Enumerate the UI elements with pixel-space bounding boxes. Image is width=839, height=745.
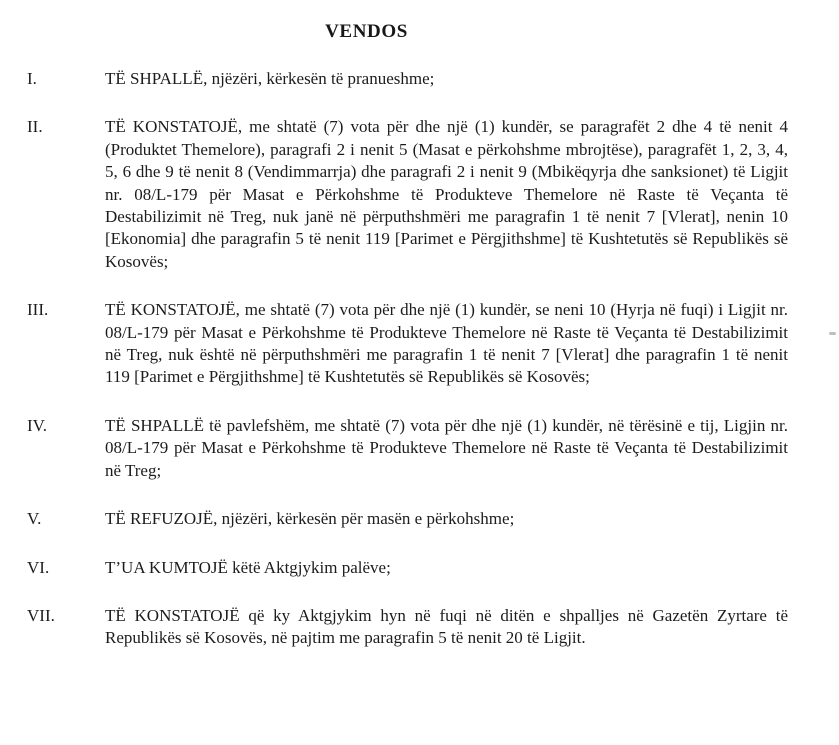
item-numeral: V. xyxy=(27,509,42,529)
item-numeral: IV. xyxy=(27,415,47,435)
item-text: TË SHPALLË të pavlefshëm, me shtatë (7) vota për dhe një (1) kundër, në tërësinë e tij, Ligjin nr. 08/L-179 për Masat e Përkohshme të Produkteve Themelore në Raste të Veçanta të Destabilizimit në Treg; xyxy=(105,415,788,480)
item-text: TË KONSTATOJË, me shtatë (7) vota për dhe një (1) kundër, se neni 10 (Hyrja në fuqi) i Ligjit nr. 08/L-179 për Masat e Përkohshme të Produkteve Themelore në Raste të Veçanta të Destabilizimit në Treg, nuk është në përputhshmëri me paragrafin 1 të nenit 7 [Vlerat] dhe paragrafin 1 të nenit 119 [Parimet e Përgjithshme] të Kushtetutës së Republikës së Kosovës; xyxy=(105,300,788,387)
item-text: TË SHPALLË, njëzëri, kërkesën të pranueshme; xyxy=(105,69,435,88)
item-numeral: II. xyxy=(27,117,43,137)
document-title: VENDOS xyxy=(325,21,408,42)
decision-item-5 xyxy=(27,508,788,530)
item-numeral: VI. xyxy=(27,557,50,577)
decision-item-2 xyxy=(27,116,788,273)
decision-item-3 xyxy=(27,299,788,389)
item-text: TË KONSTATOJË, me shtatë (7) vota për dhe një (1) kundër, se paragrafët 2 dhe 4 të nenit 4 (Produktet Themelore), paragrafi 2 i nenit 5 (Masat e përkohshme mbrojtëse), paragrafët 1, 2, 3, 4, 5, 6 dhe 9 të nenit 8 (Vendimmarrja) dhe paragrafi 2 i nenit 9 (Mbikëqyrja dhe sanksionet) të Ligjit nr. 08/L-179 për Masat e Përkohshme të Produkteve Themelore në Raste të Veçanta të Destabilizimit në Treg, nuk janë në përputhshmëri me paragrafin 1 të nenit 7 [Vlerat], nenin 10 [Ekonomia] dhe paragrafin 5 të nenit 119 [Parimet e Përgjithshme] të Kushtetutës së Republikës së Kosovës; xyxy=(105,117,788,271)
scan-artifact-mark xyxy=(829,332,836,335)
item-numeral: I. xyxy=(27,69,37,88)
item-text: T’UA KUMTOJË këtë Aktgjykim palëve; xyxy=(105,557,391,577)
item-numeral: III. xyxy=(27,300,49,320)
item-text: TË REFUZOJË, njëzëri, kërkesën për masën e përkohshme; xyxy=(105,509,515,529)
decision-item-7 xyxy=(27,605,788,650)
decision-item-6 xyxy=(27,557,788,579)
item-numeral: VII. xyxy=(27,605,55,625)
decision-item-4 xyxy=(27,415,788,482)
item-text: TË KONSTATOJË që ky Aktgjykim hyn në fuqi në ditën e shpalljes në Gazetën Zyrtare të Republikës së Kosovës, në pajtim me paragrafin 5 të nenit 20 të Ligjit. xyxy=(105,605,788,648)
decision-item-1 xyxy=(27,68,788,90)
